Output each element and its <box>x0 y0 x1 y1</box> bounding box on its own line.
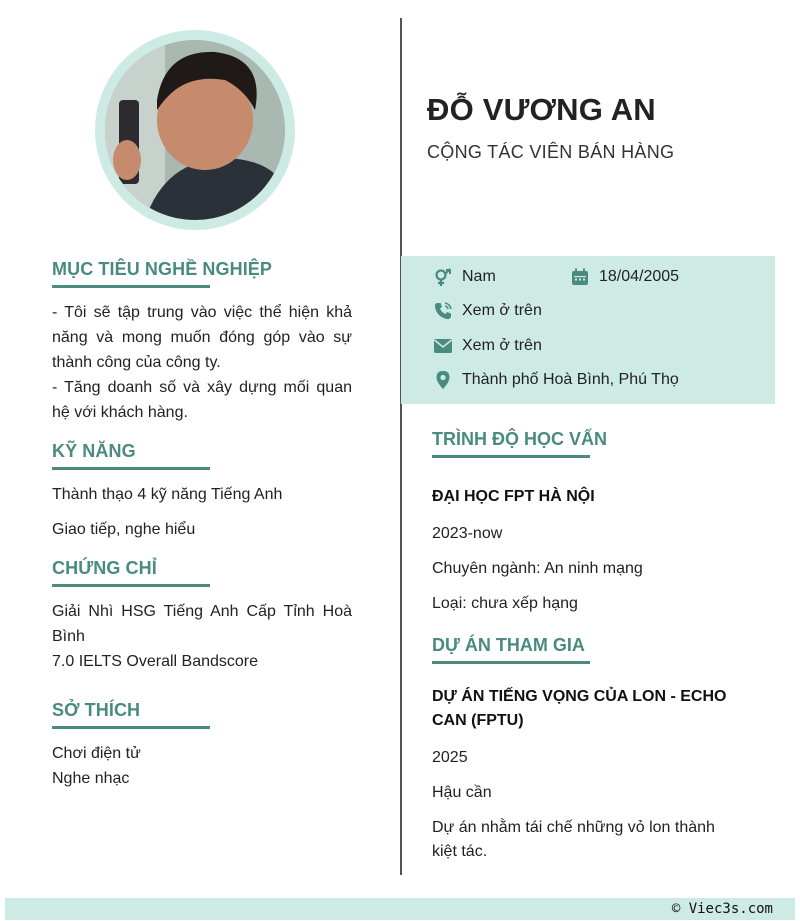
title-underline <box>432 661 590 664</box>
gender-row <box>432 266 496 288</box>
hobbies-title: SỞ THÍCH <box>52 700 141 720</box>
avatar-photo <box>105 40 285 220</box>
skills-title: KỸ NĂNG <box>52 441 136 461</box>
title-underline <box>52 726 210 729</box>
education-title: TRÌNH ĐỘ HỌC VẤN <box>432 429 607 449</box>
education-rank: Loại: chưa xếp hạng <box>432 595 578 612</box>
title-underline <box>52 285 210 288</box>
project-role: Hậu cần <box>432 784 492 801</box>
calendar-icon <box>569 266 591 288</box>
education-period: 2023-now <box>432 525 503 542</box>
contact-info-panel <box>401 256 775 404</box>
footer-copyright: © Viec3s.com <box>671 901 773 917</box>
address-row <box>432 369 679 391</box>
profile-name: ĐỖ VƯƠNG AN <box>427 92 656 127</box>
title-underline <box>52 467 210 470</box>
hobby-item: Nghe nhạc <box>52 770 130 787</box>
left-column <box>52 255 352 803</box>
hobby-item: Chơi điện tử <box>52 745 141 762</box>
education-section <box>432 425 752 616</box>
address-value: Thành phố Hoà Bình, Phú Thọ <box>462 371 679 388</box>
skill-item: Giao tiếp, nghe hiểu <box>52 521 196 538</box>
footer-bar <box>5 898 795 920</box>
project-description: Dự án nhằm tái chế những vỏ lon thành kiệt tác. <box>432 819 715 860</box>
skills-section <box>52 437 352 542</box>
column-divider <box>400 18 402 875</box>
hobbies-section <box>52 696 352 791</box>
certificates-section <box>52 554 352 674</box>
job-title: CỘNG TÁC VIÊN BÁN HÀNG <box>427 142 675 162</box>
objective-text-2: - Tăng doanh số và xây dựng mối quan hệ với khách hàng. <box>52 379 352 421</box>
email-value: Xem ở trên <box>462 337 542 354</box>
education-major: Chuyên ngành: An ninh mạng <box>432 560 643 577</box>
birthdate-row <box>569 266 679 288</box>
objective-title: MỤC TIÊU NGHỀ NGHIỆP <box>52 259 273 279</box>
title-underline <box>52 584 210 587</box>
email-row <box>432 335 542 357</box>
mail-icon <box>432 335 454 357</box>
phone-value: Xem ở trên <box>462 302 542 319</box>
gender-value: Nam <box>462 268 496 285</box>
certificate-item: 7.0 IELTS Overall Bandscore <box>52 653 259 670</box>
project-year: 2025 <box>432 749 468 766</box>
gender-icon <box>432 266 454 288</box>
projects-section <box>432 631 752 864</box>
avatar <box>105 40 285 220</box>
phone-icon <box>432 300 454 322</box>
birthdate-value: 18/04/2005 <box>599 268 680 285</box>
objective-text: - Tôi sẽ tập trung vào việc thể hiện khả năng và mong muốn đóng góp vào sự thành công của công ty. <box>52 304 352 371</box>
phone-row <box>432 300 542 322</box>
education-school: ĐẠI HỌC FPT HÀ NỘI <box>432 488 595 505</box>
avatar-ring <box>95 30 295 230</box>
skill-item: Thành thạo 4 kỹ năng Tiếng Anh <box>52 486 283 503</box>
title-underline <box>432 455 590 458</box>
certificate-item: Giải Nhì HSG Tiếng Anh Cấp Tỉnh Hoà Bình <box>52 603 352 645</box>
objective-section <box>52 255 352 425</box>
certificates-title: CHỨNG CHỈ <box>52 558 157 578</box>
projects-title: DỰ ÁN THAM GIA <box>432 635 585 655</box>
project-name: DỰ ÁN TIẾNG VỌNG CỦA LON - ECHO CAN (FPTU) <box>432 688 727 729</box>
location-pin-icon <box>432 369 454 391</box>
